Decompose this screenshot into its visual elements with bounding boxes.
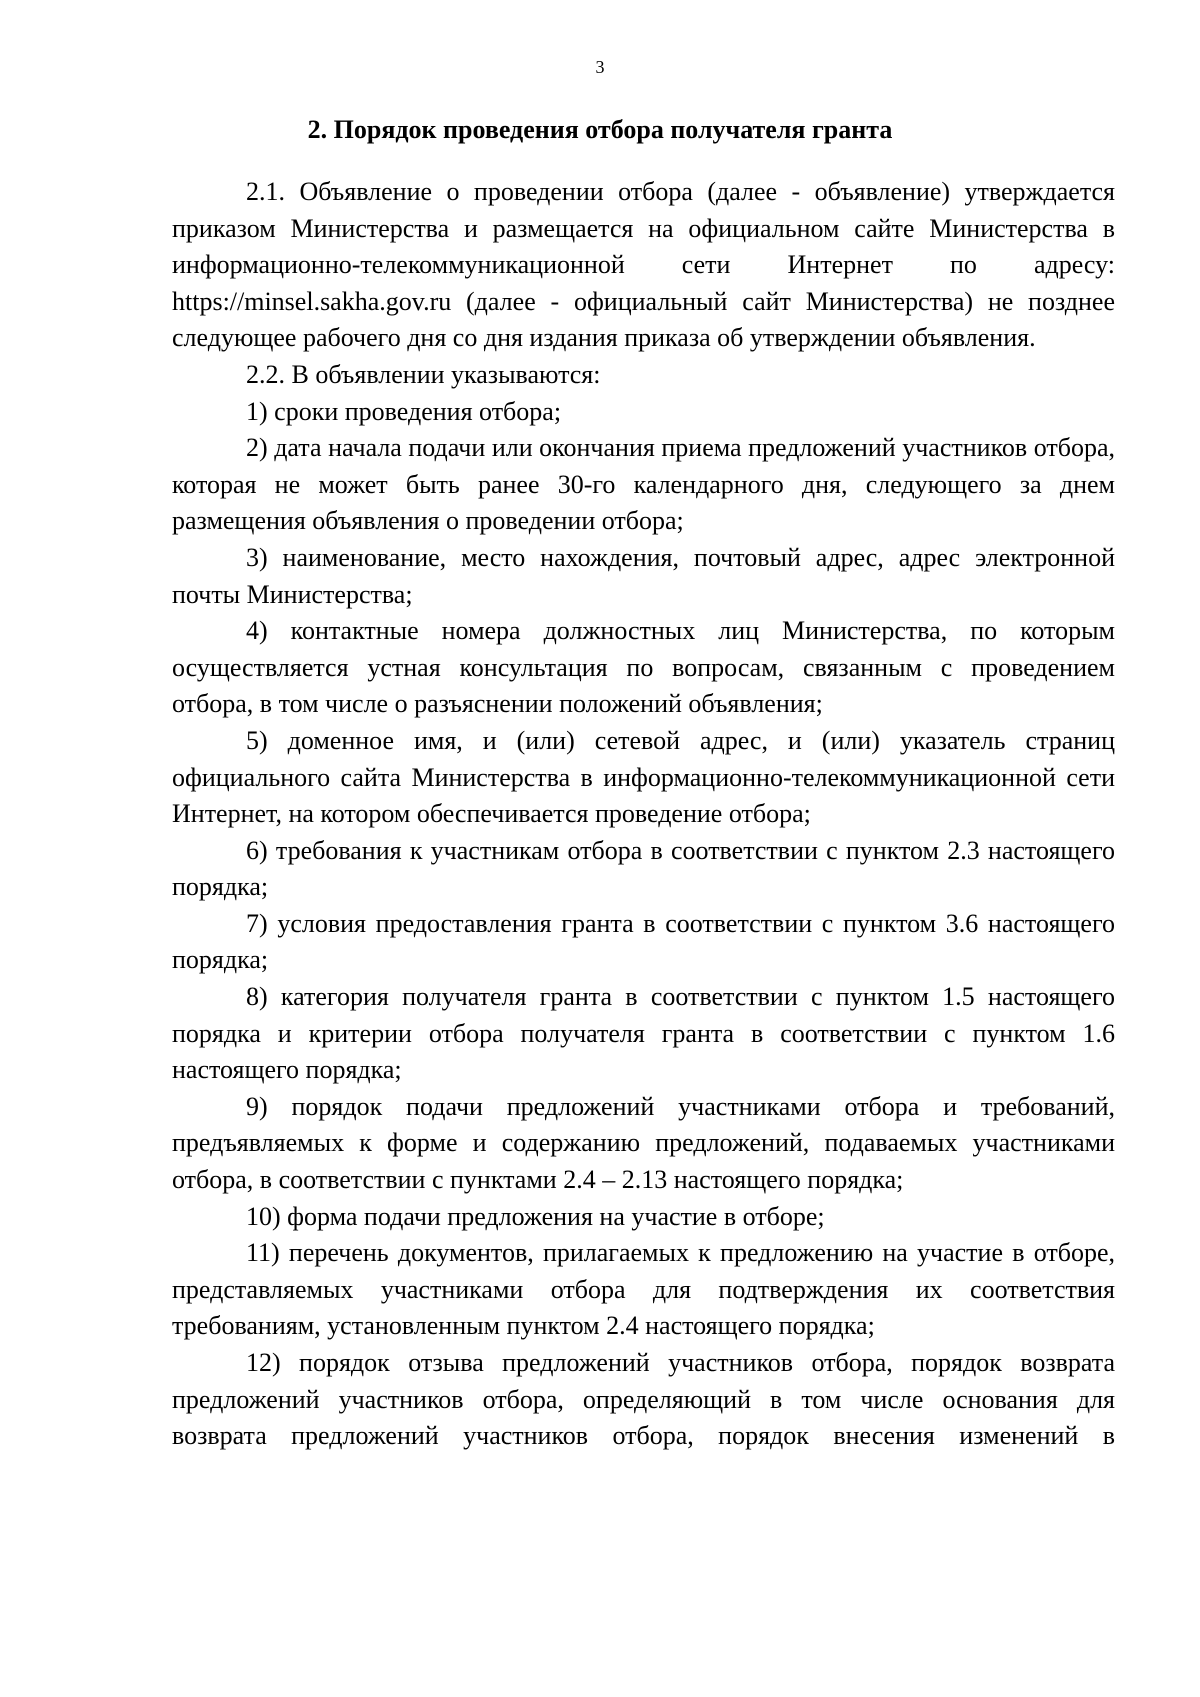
list-item-2: 2) дата начала подачи или окончания приема предложений участников отбора, которая не может быть ранее 30-го календарного дня, следующего за днем размещения объявления о проведении отбора; (172, 433, 1115, 536)
list-item-10: 10) форма подачи предложения на участие в отборе; (246, 1201, 825, 1231)
list-item-12: 12) порядок отзыва предложений участников отбора, порядок возврата предложений участников отбора, определяющий в том числе основания для возврата предложений участников отбора, порядок внесения изменений в (172, 1348, 1115, 1451)
list-item-5: 5) доменное имя, и (или) сетевой адрес, и (или) указатель страниц официального сайта Министерства в информационно-телекоммуникационной сети Интернет, на котором обеспечивается проведение отбора; (172, 725, 1115, 829)
page-number: 3 (595, 57, 605, 77)
list-item-7: 7) условия предоставления гранта в соответствии с пунктом 3.6 настоящего порядка; (172, 908, 1115, 975)
list-item-8: 8) категория получателя гранта в соответствии с пунктом 1.5 настоящего порядка и критерии отбора получателя гранта в соответствии с пунктом 1.6 настоящего порядка; (172, 982, 1115, 1085)
list-item-6: 6) требования к участникам отбора в соответствии с пунктом 2.3 настоящего порядка; (172, 835, 1115, 902)
list-item-1: 1) сроки проведения отбора; (246, 396, 562, 426)
section-title: 2. Порядок проведения отбора получателя гранта (307, 115, 893, 144)
list-item-4: 4) контактные номера должностных лиц Министерства, по которым осуществляется устная консультация по вопросам, связанным с проведением отбора, в том числе о разъяснении положений объявления; (172, 616, 1115, 719)
paragraph-2-1: 2.1. Объявление о проведении отбора (далее - объявление) утверждается приказом Министерства и размещается на официальном сайте Министерства в информационно-телекоммуникационной сети Интернет по адресу: https://minsel.sakha.gov.ru (далее - официальный сайт Министерства) не позднее следующее рабочего дня со дня издания приказа об утверждении объявления. (172, 177, 1115, 353)
document-body (172, 174, 1115, 1455)
list-item-9: 9) порядок подачи предложений участниками отбора и требований, предъявляемых к форме и содержанию предложений, подаваемых участниками отбора, в соответствии с пунктами 2.4 – 2.13 настоящего порядка; (172, 1091, 1115, 1195)
list-item-3: 3) наименование, место нахождения, почтовый адрес, адрес электронной почты Министерства; (172, 542, 1115, 609)
paragraph-2-2: 2.2. В объявлении указываются: (246, 359, 601, 389)
list-item-11: 11) перечень документов, прилагаемых к предложению на участие в отборе, представляемых участниками отбора для подтверждения их соответствия требованиям, установленным пунктом 2.4 настоящего порядка; (172, 1238, 1115, 1341)
